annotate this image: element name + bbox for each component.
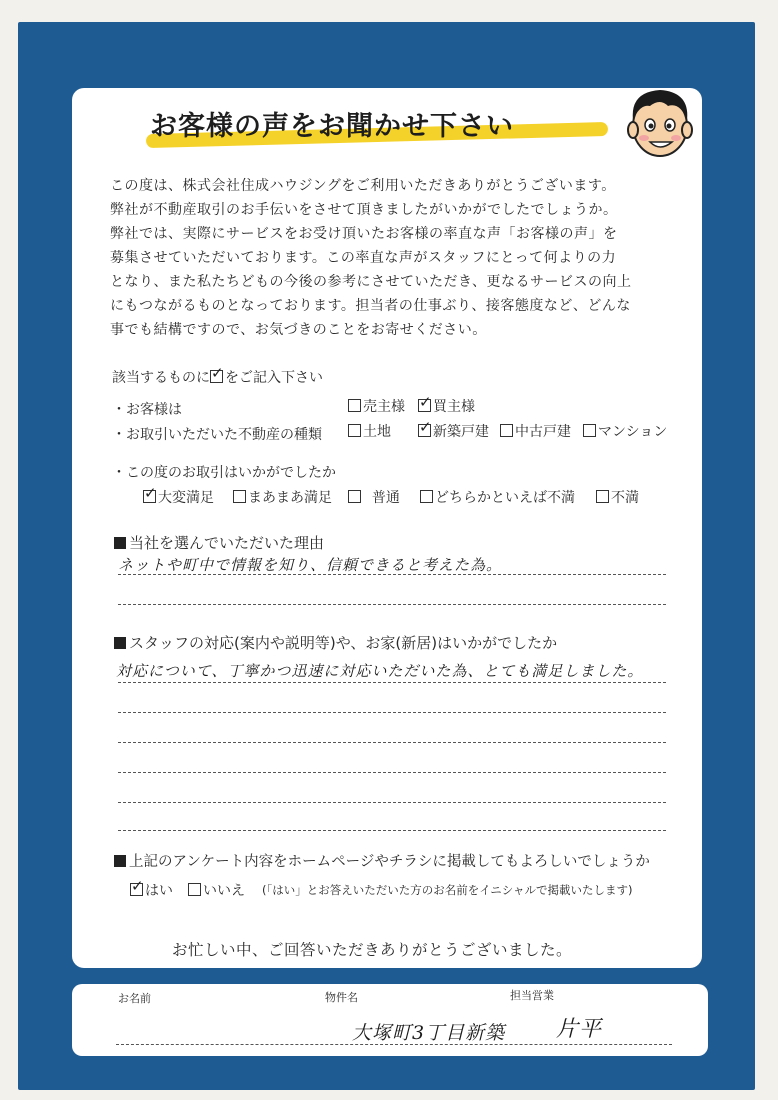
page-title: お客様の声をお聞かせ下さい	[150, 111, 514, 142]
intro-line: 事でも結構ですので、お気づきのことをお寄せください。	[110, 322, 487, 338]
checkbox-icon	[583, 424, 596, 437]
checkbox-checked-icon	[143, 490, 156, 503]
checkbox-icon	[348, 490, 361, 503]
option-label: 中古戸建	[515, 424, 571, 440]
answer-line	[118, 830, 666, 831]
name-label: お名前	[118, 992, 151, 1005]
publish-note: (「はい」とお答えいただいた方のお名前をイニシャルで掲載いたします)	[262, 883, 633, 897]
option-very-satisfied[interactable]	[143, 487, 214, 507]
intro-line: 募集させていただいております。この率直な声がスタッフにとって何よりの力	[110, 250, 617, 266]
answer-line	[118, 682, 666, 683]
property-type-label: ・お取引いただいた不動産の種類	[112, 427, 322, 443]
option-label: 普通	[371, 490, 400, 506]
instruction	[112, 367, 323, 387]
square-bullet-icon	[114, 855, 126, 867]
square-bullet-icon	[114, 637, 126, 649]
answer-line	[118, 802, 666, 803]
option-label: 新築戸建	[433, 424, 489, 440]
staff-heading: スタッフの対応(案内や説明等)や、お家(新居)はいかがでしたか	[129, 634, 558, 652]
option-label: 土地	[363, 424, 391, 440]
option-condominium[interactable]	[583, 421, 667, 441]
instruction-after: をご記入下さい	[225, 370, 323, 386]
staff-name-value: 片平	[556, 1017, 603, 1042]
answer-line	[118, 772, 666, 773]
checkbox-checked-icon	[130, 883, 143, 896]
satisfaction-label: ・この度のお取引はいかがでしたか	[112, 465, 336, 481]
answer-line	[118, 742, 666, 743]
checkbox-icon	[233, 490, 246, 503]
thanks-message: お忙しい中、ご回答いただきありがとうございました。	[172, 941, 573, 959]
checkbox-icon	[596, 490, 609, 503]
answer-line	[118, 712, 666, 713]
intro-line: この度は、株式会社住成ハウジングをご利用いただきありがとうございます。	[110, 178, 616, 194]
option-land[interactable]	[348, 421, 391, 441]
checkbox-icon	[188, 883, 201, 896]
option-dissatisfied[interactable]	[596, 487, 639, 507]
option-new-house[interactable]	[418, 421, 489, 441]
staff-section	[114, 632, 557, 653]
intro-line: 弊社が不動産取引のお手伝いをさせて頂きましたがいかがでしたでしょうか。	[110, 202, 618, 218]
option-no[interactable]	[188, 880, 245, 900]
checkbox-checked-icon	[418, 424, 431, 437]
publish-heading: 上記のアンケート内容をホームページやチラシに掲載してもよろしいでしょうか	[129, 854, 650, 870]
option-label: はい	[145, 883, 173, 899]
option-fairly-satisfied[interactable]	[233, 487, 332, 507]
checkbox-checked-icon	[418, 399, 431, 412]
option-label: いいえ	[203, 883, 245, 899]
intro-line: にもつながるものとなっております。担当者の仕事ぶり、接客態度など、どんな	[110, 298, 631, 314]
option-label: 大変満足	[158, 490, 214, 506]
instruction-before: 該当するものに	[112, 370, 210, 386]
option-label: マンション	[598, 424, 668, 440]
option-buyer[interactable]	[418, 396, 475, 416]
checkbox-icon	[500, 424, 513, 437]
publish-section	[114, 850, 650, 871]
answer-line	[118, 604, 666, 605]
property-label: 物件名	[325, 991, 358, 1004]
option-label: まあまあ満足	[248, 490, 332, 506]
cartoon-face-icon	[620, 80, 700, 160]
reason-heading: 当社を選んでいただいた理由	[129, 534, 325, 552]
property-name-value: 大塚町3丁目新築	[352, 1022, 506, 1044]
option-neutral[interactable]	[348, 487, 400, 507]
staff-label: 担当営業	[510, 989, 554, 1002]
option-label: どちらかといえば不満	[435, 490, 575, 506]
check-mark-icon	[210, 370, 223, 383]
customer-label: ・お客様は	[112, 402, 182, 418]
option-somewhat-dissatisfied[interactable]	[420, 487, 575, 507]
intro-line: 弊社では、実際にサービスをお受け頂いたお客様の率直な声「お客様の声」を	[110, 226, 618, 242]
answer-line	[118, 574, 666, 575]
option-seller[interactable]	[348, 396, 405, 416]
option-yes[interactable]	[130, 880, 173, 900]
option-label: 売主様	[363, 399, 405, 415]
option-used-house[interactable]	[500, 421, 571, 441]
intro-line: となり、また私たちどもの今後の参考にさせていただき、更なるサービスの向上	[110, 274, 632, 290]
checkbox-icon	[348, 424, 361, 437]
option-label: 不満	[611, 490, 639, 506]
reason-section	[114, 532, 324, 553]
option-label: 買主様	[433, 399, 475, 415]
checkbox-icon	[420, 490, 433, 503]
checkbox-icon	[348, 399, 361, 412]
staff-answer: 対応について、丁寧かつ迅速に対応いただいた為、とても満足しました。	[116, 662, 644, 680]
reason-answer: ネットや町中で情報を知り、信頼できると考えた為。	[118, 556, 503, 574]
square-bullet-icon	[114, 537, 126, 549]
footer-line	[116, 1044, 672, 1045]
